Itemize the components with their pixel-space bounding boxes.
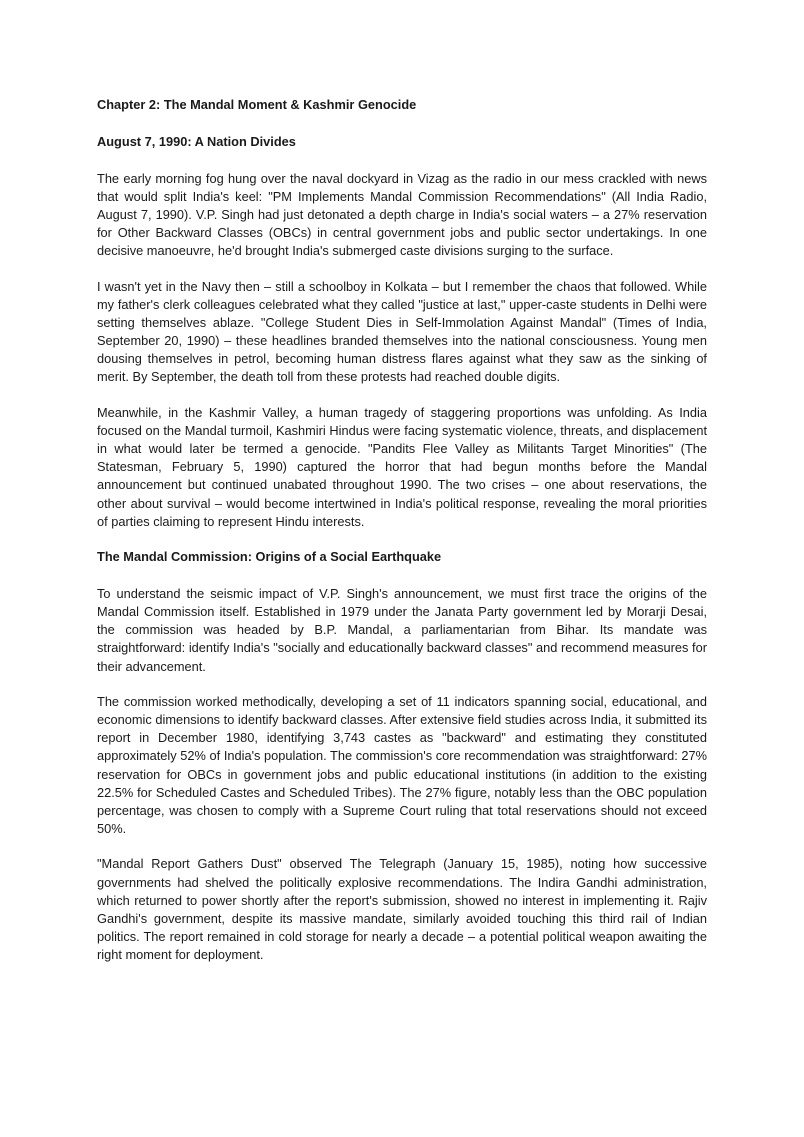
- section-heading-mandal-commission: The Mandal Commission: Origins of a Social Earthquake: [97, 549, 442, 565]
- paragraph-kashmir-valley: Meanwhile, in the Kashmir Valley, a human tragedy of staggering proportions was unfolding. As India focused on the Mandal turmoil, Kashmiri Hindus were facing systematic violence, threats, and displacement in what would later be termed a genocide. "Pandits Flee Valley as Militants Target Minorities" (The Statesman, February 5, 1990) captured the horror that had begun months before the Mandal announcement but continued unabated throughout 1990. The two crises – one about reservations, the other about survival – would become intertwined in India's political response, revealing the moral priorities of parties claiming to represent Hindu interests.: [97, 405, 707, 529]
- chapter-title: Chapter 2: The Mandal Moment & Kashmir Genocide: [97, 97, 417, 112]
- paragraph-vizag-radio: The early morning fog hung over the naval dockyard in Vizag as the radio in our mess crackled with news that would split India's keel: "PM Implements Mandal Commission Recommendations" (All India Radio, August 7, 1990). V.P. Singh had just detonated a depth charge in India's social waters – a 27% reservation for Other Backward Classes (OBCs) in central government jobs and public sector undertakings. In one decisive manoeuvre, he'd brought India's submerged caste divisions surging to the surface.: [97, 171, 707, 259]
- section-heading-nation-divides: August 7, 1990: A Nation Divides: [97, 134, 296, 149]
- paragraph-report-gathers-dust: "Mandal Report Gathers Dust" observed The Telegraph (January 15, 1985), noting how successive governments had shelved the politically explosive recommendations. The Indira Gandhi administration, which returned to power shortly after the report's submission, showed no interest in implementing it. Rajiv Gandhi's government, despite its massive mandate, similarly avoided touching this third rail of Indian politics. The report remained in cold storage for nearly a decade – a potential political weapon awaiting the right moment for deployment.: [97, 856, 707, 962]
- document-page: [97, 96, 707, 981]
- paragraph-commission-method: The commission worked methodically, developing a set of 11 indicators spanning social, educational, and economic dimensions to identify backward classes. After extensive field studies across India, it submitted its report in December 1980, identifying 3,743 castes as "backward" and estimating they constituted approximately 52% of India's population. The commission's core recommendation was straightforward: 27% reservation for OBCs in government jobs and public educational institutions (in addition to the existing 22.5% for Scheduled Castes and Scheduled Tribes). The 27% figure, notably less than the OBC population percentage, was chosen to comply with a Supreme Court ruling that total reservations should not exceed 50%.: [97, 694, 707, 836]
- paragraph-commission-origins: To understand the seismic impact of V.P. Singh's announcement, we must first trace the origins of the Mandal Commission itself. Established in 1979 under the Janata Party government led by Morarji Desai, the commission was headed by B.P. Mandal, a parliamentarian from Bihar. Its mandate was straightforward: identify India's "socially and educationally backward classes" and recommend measures for their advancement.: [97, 586, 707, 674]
- paragraph-kolkata-protests: I wasn't yet in the Navy then – still a schoolboy in Kolkata – but I remember the chaos that followed. While my father's clerk colleagues celebrated what they called "justice at last," upper-caste students in Delhi were setting themselves ablaze. "College Student Dies in Self-Immolation Against Mandal" (Times of India, September 20, 1990) – these headlines branded themselves into the national consciousness. Young men dousing themselves in petrol, becoming human distress flares against what they saw as the sinking of merit. By September, the death toll from these protests had reached double digits.: [97, 278, 707, 385]
